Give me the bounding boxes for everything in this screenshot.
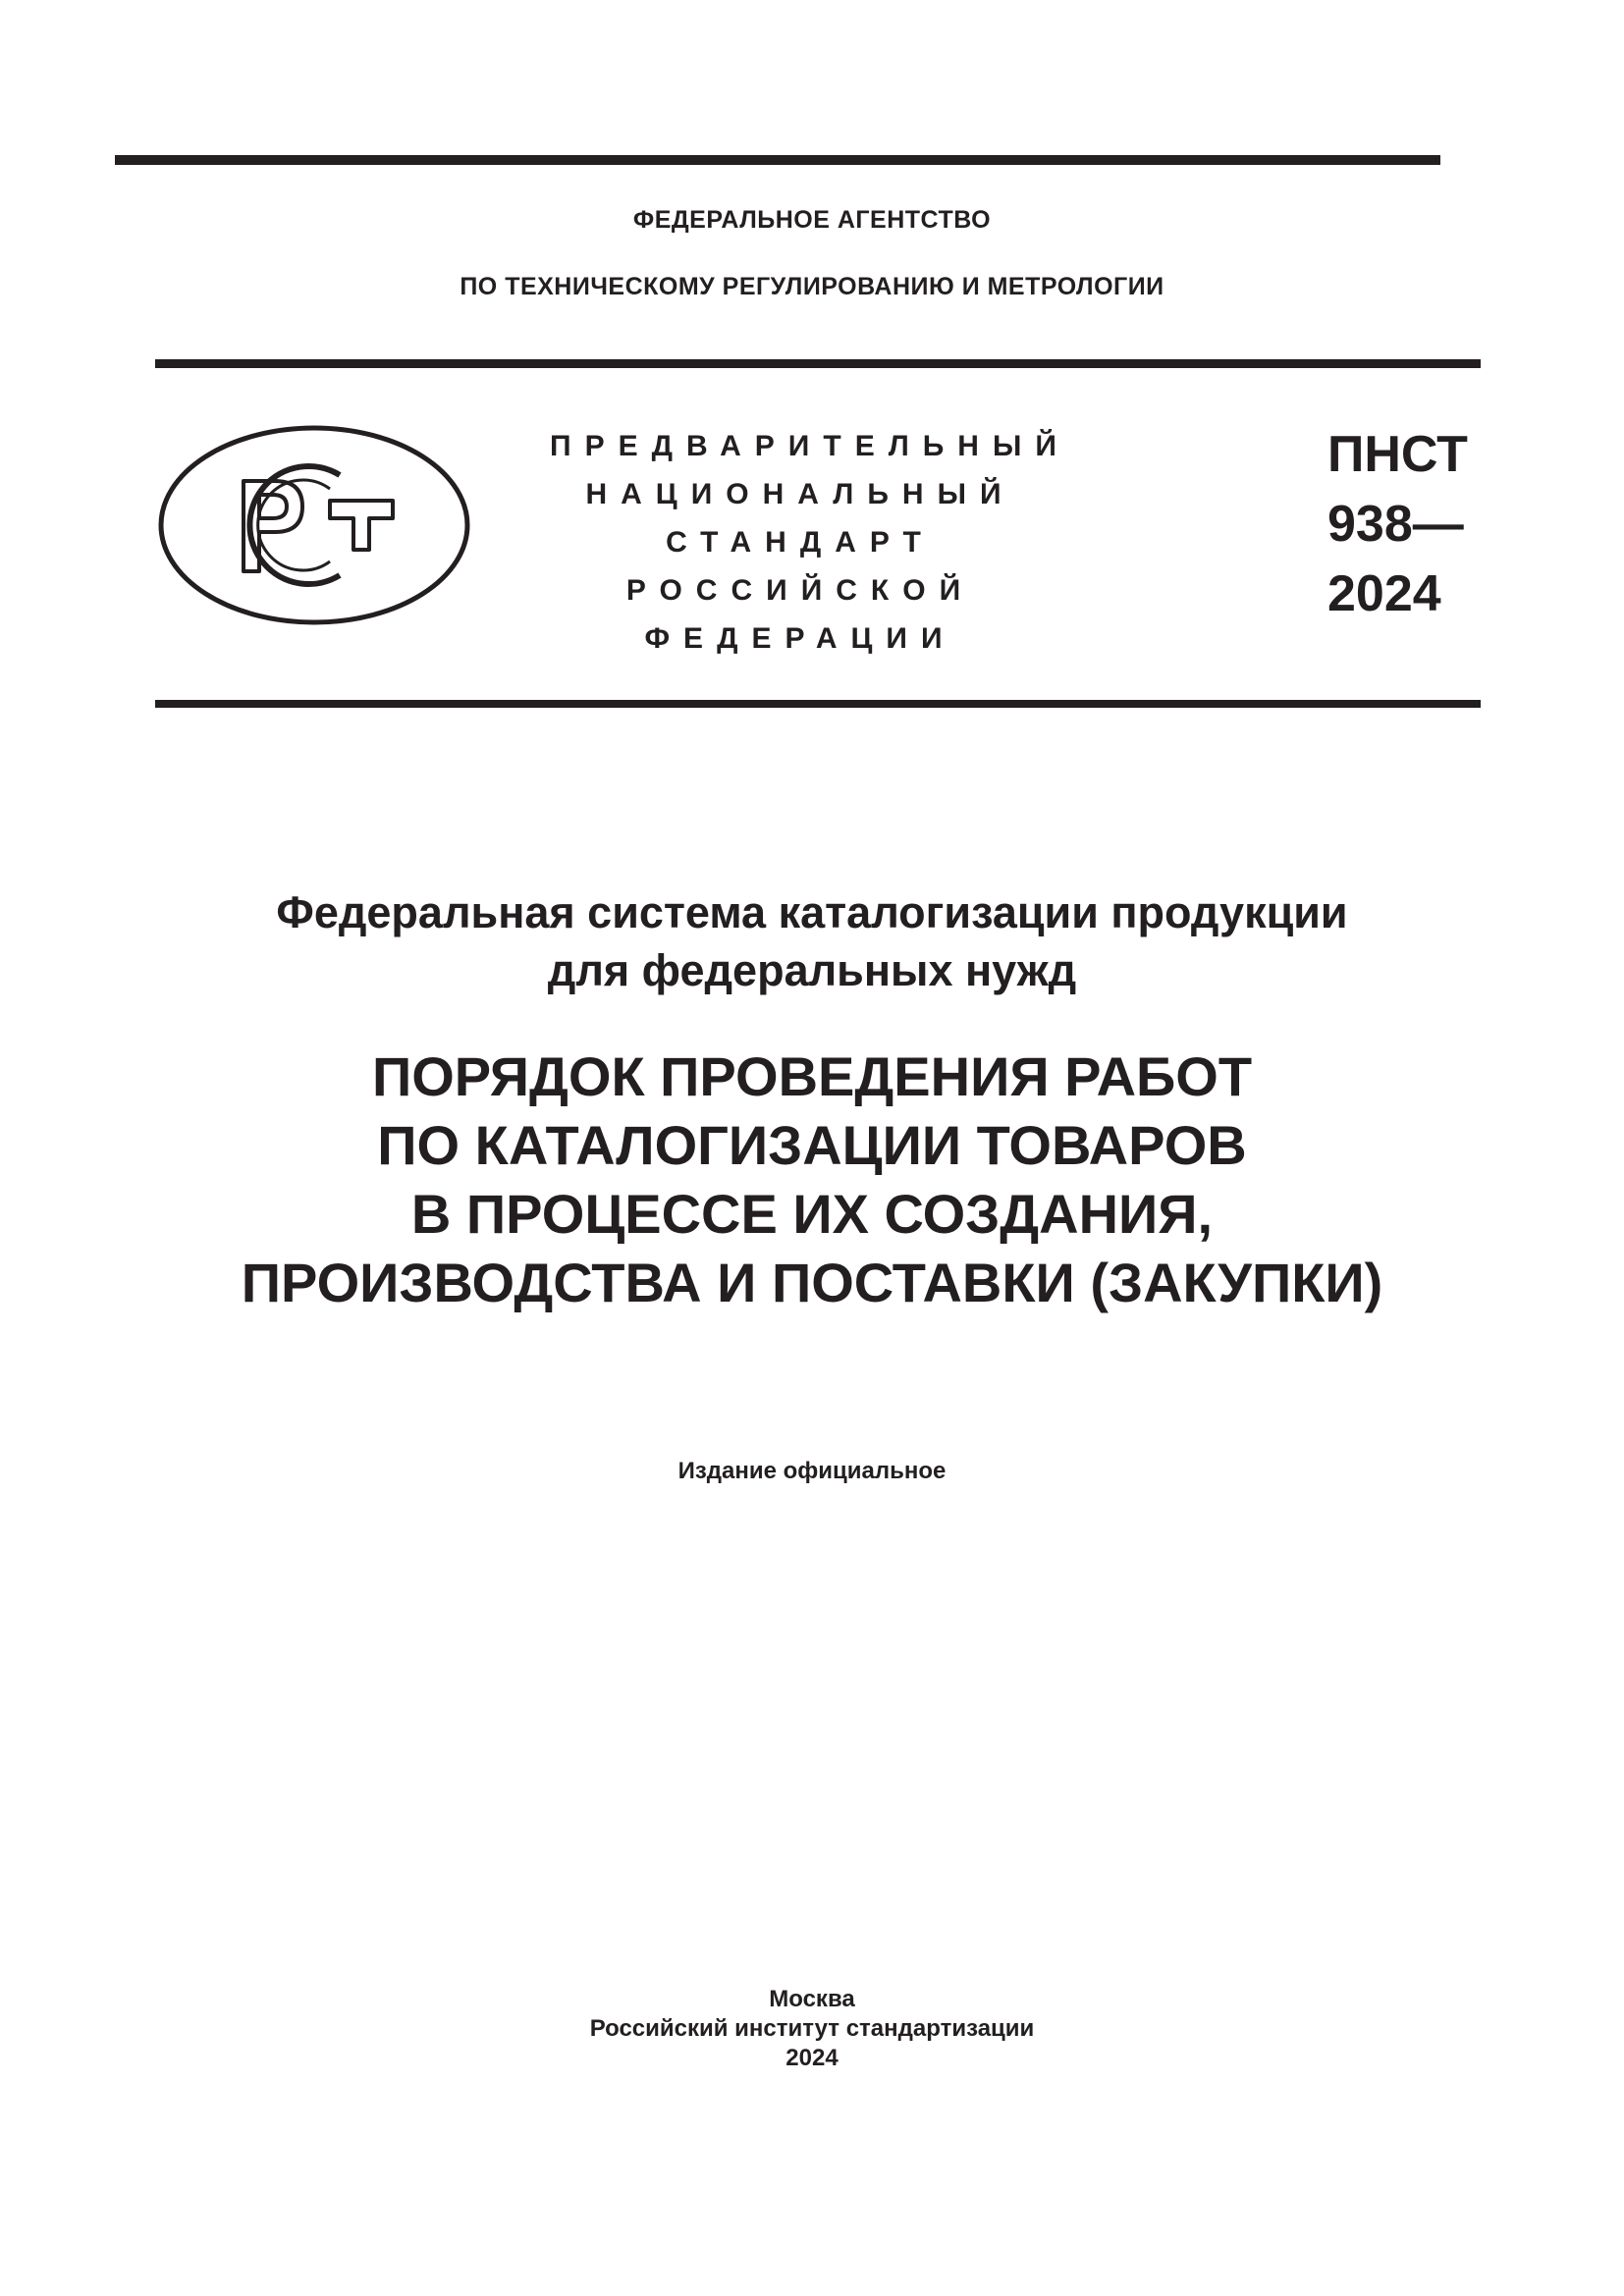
subtitle-line: для федеральных нужд — [547, 945, 1077, 995]
standard-type — [550, 422, 1070, 663]
document-title — [0, 1042, 1624, 1317]
top-divider — [115, 155, 1440, 165]
standard-code-line: ПНСТ — [1327, 426, 1468, 483]
standard-code-line: 938— — [1327, 496, 1464, 553]
imprint-year: 2024 — [785, 2045, 839, 2071]
title-line: ПРОИЗВОДСТВА И ПОСТАВКИ (ЗАКУПКИ) — [241, 1252, 1383, 1313]
standard-type-line: ФЕДЕРАЦИИ — [644, 622, 956, 655]
standard-type-line: НАЦИОНАЛЬНЫЙ — [585, 478, 1015, 510]
imprint — [0, 1985, 1624, 2073]
document-subtitle — [0, 883, 1624, 999]
standard-divider — [155, 700, 1481, 708]
agency-name-line-1: ФЕДЕРАЛЬНОЕ АГЕНТСТВО — [632, 206, 992, 234]
agency-name-line-2: ПО ТЕХНИЧЕСКОМУ РЕГУЛИРОВАНИЮ И МЕТРОЛОГИИ — [460, 273, 1164, 300]
standard-type-line: ПРЕДВАРИТЕЛЬНЫЙ — [550, 430, 1070, 462]
imprint-publisher: Российский институт стандартизации — [589, 2015, 1035, 2042]
header-divider — [155, 359, 1481, 368]
rst-emblem-icon — [157, 424, 471, 626]
standard-code — [1327, 420, 1468, 629]
title-line: ПО КАТАЛОГИЗАЦИИ ТОВАРОВ — [377, 1114, 1247, 1176]
title-line: ПОРЯДОК ПРОВЕДЕНИЯ РАБОТ — [371, 1045, 1253, 1107]
standard-type-line: РОССИЙСКОЙ — [625, 574, 975, 607]
edition-label: Издание официальное — [677, 1458, 947, 1484]
standard-type-line: СТАНДАРТ — [666, 526, 935, 559]
subtitle-line: Федеральная система каталогизации продукции — [276, 887, 1348, 937]
title-line: В ПРОЦЕССЕ ИХ СОЗДАНИЯ, — [410, 1183, 1214, 1245]
imprint-city: Москва — [769, 1986, 855, 2012]
standard-code-line: 2024 — [1327, 565, 1441, 622]
